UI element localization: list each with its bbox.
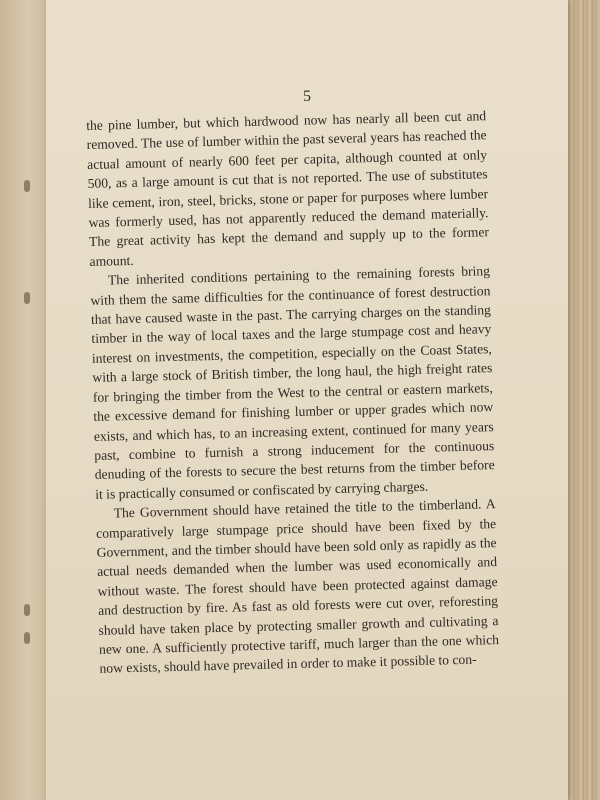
binding-thread-mark — [24, 292, 30, 304]
book-gutter — [0, 0, 46, 800]
binding-thread-mark — [24, 632, 30, 644]
paragraph: The Government should have retained the title to the timberland. A comparatively large stumpage price should have been fixed by the Government, and the timber should have been sold only as rapidly as the actual needs demanded when the lumber was used economically and without waste. The forest should have been protected against damage and destruction by fire. As fast as old forests were cut over, reforesting should have taken place by protecting smaller growth and cultivating a new one. A sufficiently protective tariff, much larger than the one which now exists, should have prevailed in order to make it possible to con- — [96, 496, 500, 677]
page-number: 5 — [303, 88, 311, 105]
binding-thread-mark — [24, 604, 30, 616]
binding-thread-mark — [24, 180, 30, 192]
body-text — [86, 106, 500, 678]
paragraph: the pine lumber, but which hardwood now has nearly all been cut and removed. The use of lumber within the past several years has reached the actual amount of nearly 600 feet per capita, although counted at only 500, as a large amount is cut that is not reported. The use of substitutes like cement, iron, steel, bricks, stone or paper for purposes where lumber was formerly used, has not apparently reduced the demand materially. The great activity has kept the demand and supply up to the former amount. — [86, 108, 490, 269]
page-stack-edge — [566, 0, 600, 800]
paragraph: The inherited conditions pertaining to the remaining forests bring with them the same difficulties for the continuance of forest destruction that have caused waste in the past. The carrying charges on the standing timber in the way of local taxes and the large stumpage cost and heavy interest on investments, the competition, especially on the Coast States, with a large stock of British timber, the long haul, the high freight rates for bringing the timber from the West to the central or eastern markets, the excessive demand for finishing lumber or upper grades which now exists, and which has, to an increasing extent, continued for many years past, combine to furnish a strong inducement for the continuous denuding of the forests to secure the best returns from the timber before it is practically consumed or confiscated by carrying charges. — [90, 263, 495, 502]
